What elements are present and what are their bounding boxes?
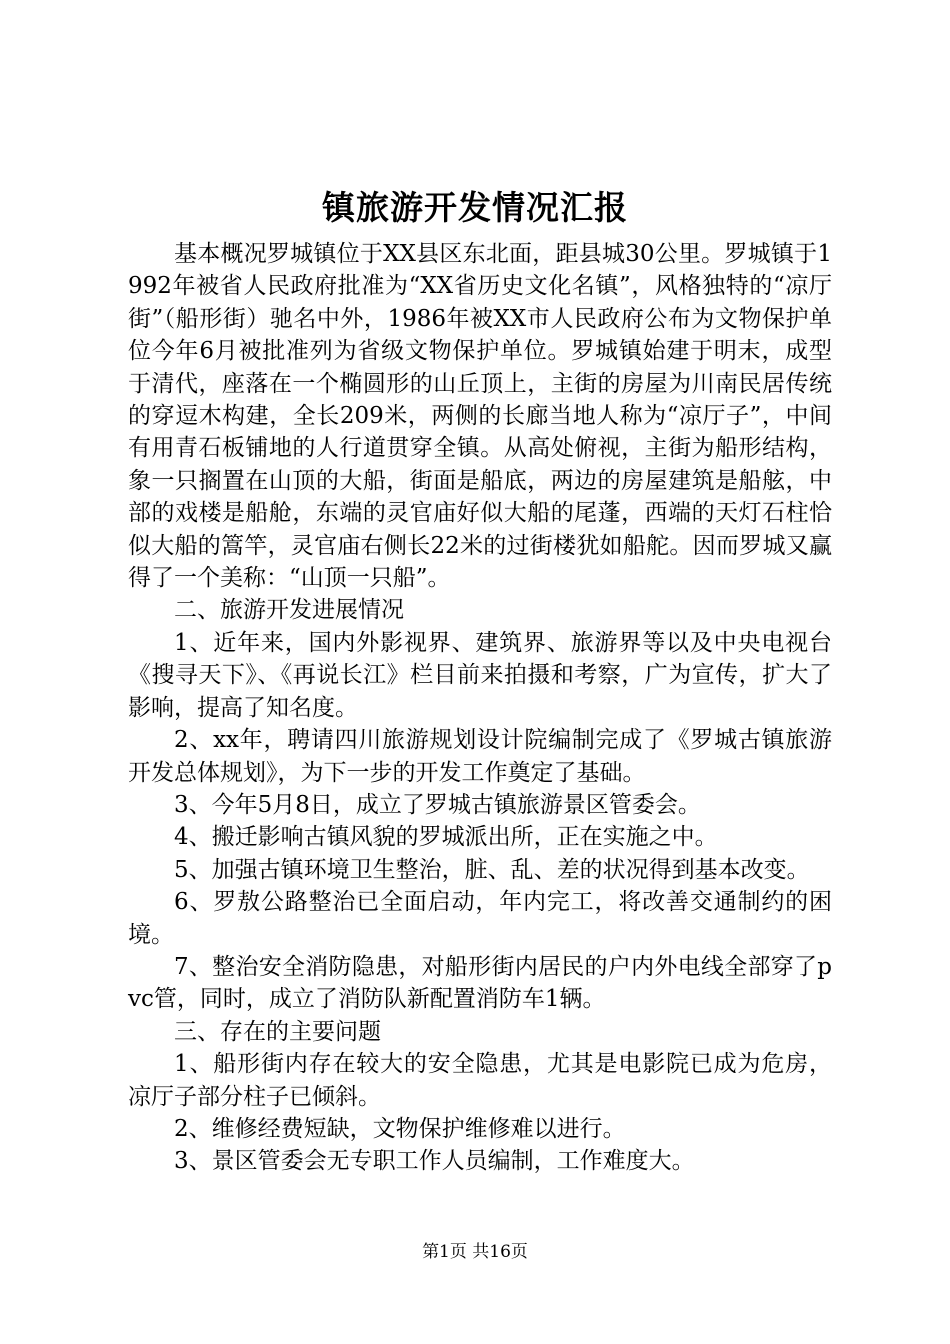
paragraph-problem-2: 2、维修经费短缺，文物保护维修难以进行。 [174,1115,626,1142]
paragraph-progress-3: 3、今年5月8日，成立了罗城古镇旅游景区管委会。 [174,791,701,818]
section-heading-problems: 三、存在的主要问题 [174,1018,381,1045]
page-footer: 第1页 共16页 [422,1242,528,1262]
paragraph-overview: 基本概况罗城镇位于XX县区东北面，距县城30公里。罗城镇于1992年被省人民政府批准为“XX省历史文化名镇”，风格独特的“凉厅街”（船形街）驰名中外，1986年被XX市人民政府公布为文物保护单位今年6月被批准列为省级文物保护单位。罗城镇始建于明末，成型于清代，座落在一个椭圆形的山丘顶上，主街的房屋为川南民居传统的穿逗木构建，全长209米，两侧的长廊当地人称为“凉厅子”，中间有用青石板铺地的人行道贯穿全镇。从高处俯视，主街为船形结构，象一只搁置在山顶的大船，街面是船底，两边的房屋建筑是船舷，中部的戏楼是船舱，东端的灵官庙好似大船的尾蓬，西端的天灯石柱恰似大船的篙竿，灵官庙右侧长22米的过街楼犹如船舵。因而罗城又赢得了一个美称：“山顶一只船”。 [128,241,832,592]
section-heading-progress: 二、旅游开发进展情况 [174,597,404,624]
paragraph-problem-3: 3、景区管委会无专职工作人员编制，工作难度大。 [174,1148,695,1175]
document-title: 镇旅游开发情况汇报 [322,188,628,227]
paragraph-progress-5: 5、加强古镇环境卫生整治，脏、乱、差的状况得到基本改变。 [174,856,810,883]
paragraph-progress-6: 6、罗敖公路整治已全面启动，年内完工，将改善交通制约的困境。 [128,889,832,948]
paragraph-progress-2: 2、xx年，聘请四川旅游规划设计院编制完成了《罗城古镇旅游开发总体规划》，为下一步的开发工作奠定了基础。 [128,727,832,786]
paragraph-progress-4: 4、搬迁影响古镇风貌的罗城派出所，正在实施之中。 [174,824,718,851]
paragraph-progress-7: 7、整治安全消防隐患，对船形街内居民的户内外电线全部穿了pvc管，同时，成立了消防队新配置消防车1辆。 [128,953,832,1013]
paragraph-problem-1: 1、船形街内存在较大的安全隐患，尤其是电影院已成为危房，凉厅子部分柱子已倾斜。 [128,1051,832,1110]
paragraph-progress-1: 1、近年来，国内外影视界、建筑界、旅游界等以及中央电视台《搜寻天下》、《再说长江》栏目前来拍摄和考察，广为宣传，扩大了影响，提高了知名度。 [128,629,832,721]
document-body [128,238,832,1178]
